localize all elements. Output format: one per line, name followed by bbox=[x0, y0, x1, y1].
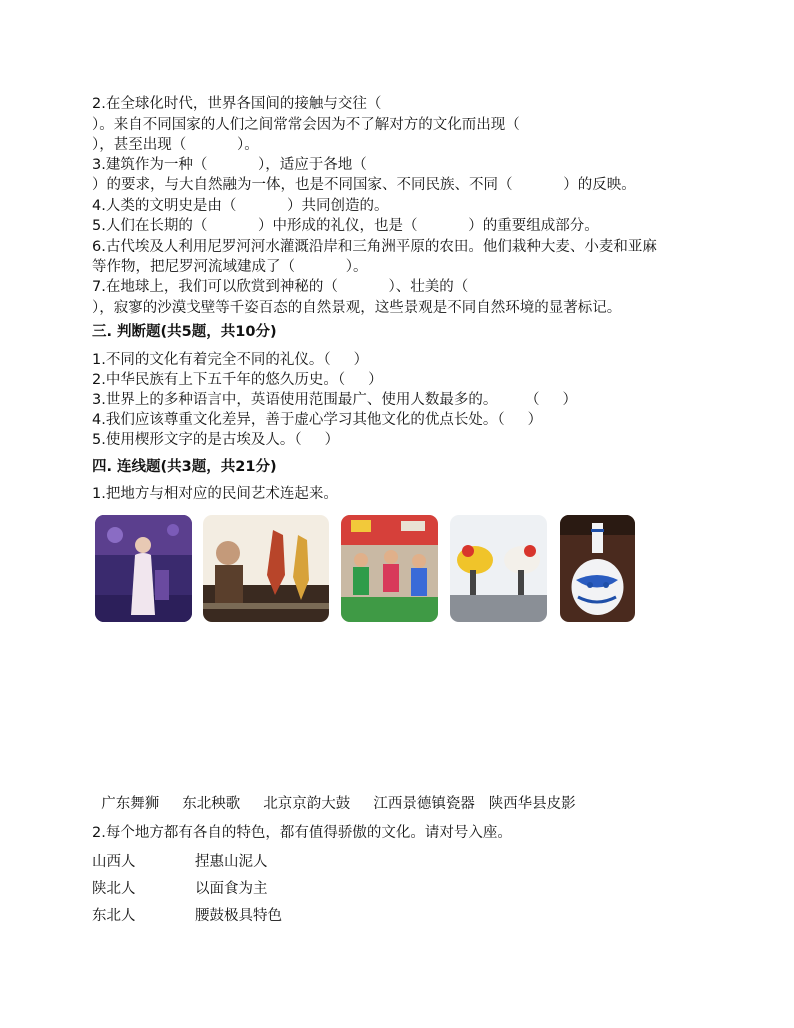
left-item-1: 山西人 bbox=[92, 854, 136, 870]
question-2-line-3: ），甚至出现（ ）。 bbox=[92, 137, 259, 153]
question-4: 4.人类的文明史是由（ ）共同创造的。 bbox=[92, 198, 389, 214]
lion-dance-photo bbox=[450, 515, 547, 622]
places-row bbox=[92, 776, 576, 813]
question-3-line-1: 3.建筑作为一种（ ），适应于各地（ bbox=[92, 157, 367, 173]
right-item-3: 腰鼓极具特色 bbox=[195, 908, 282, 924]
right-item-2: 以面食为主 bbox=[195, 881, 268, 897]
question-2-line-2: ）。来自不同国家的人们之间常常会因为不了解对方的文化而出现（ bbox=[92, 117, 520, 133]
singer-photo bbox=[95, 515, 192, 622]
place-3: 北京京韵大鼓 bbox=[263, 796, 351, 812]
left-item-3: 东北人 bbox=[92, 908, 136, 924]
match-question-1: 1.把地方与相对应的民间艺术连起来。 bbox=[92, 486, 338, 502]
match-question-2: 2.每个地方都有各自的特色，都有值得骄傲的文化。请对号入座。 bbox=[92, 825, 512, 841]
question-7-line-1: 7.在地球上，我们可以欣赏到神秘的（ ）、壮美的（ bbox=[92, 279, 469, 295]
yangge-dance-photo bbox=[341, 515, 438, 622]
judge-item-4: 4.我们应该尊重文化差异，善于虚心学习其他文化的优点长处。（ ） bbox=[92, 412, 543, 428]
question-6-line-2: 等作物，把尼罗河流域建成了（ ）。 bbox=[92, 259, 368, 275]
section-3-heading: 三. 判断题(共5题，共10分) bbox=[92, 324, 277, 340]
place-5: 陕西华县皮影 bbox=[488, 796, 576, 812]
shadow-puppet-photo bbox=[203, 515, 329, 622]
judge-item-2: 2.中华民族有上下五千年的悠久历史。（ ） bbox=[92, 372, 383, 388]
question-7-line-2: ），寂寥的沙漠戈壁等千姿百态的自然景观，这些景观是不同自然环境的显著标记。 bbox=[92, 300, 622, 316]
judge-item-3: 3.世界上的多种语言中，英语使用范围最广、使用人数最多的。 （ ） bbox=[92, 392, 578, 408]
place-1: 广东舞狮 bbox=[101, 796, 160, 812]
porcelain-vase-photo bbox=[560, 515, 635, 622]
place-4: 江西景德镇瓷器 bbox=[373, 796, 475, 812]
judge-item-5: 5.使用楔形文字的是古埃及人。（ ） bbox=[92, 432, 340, 448]
question-3-line-2: ）的要求，与大自然融为一体，也是不同国家、不同民族、不同（ ）的反映。 bbox=[92, 177, 636, 193]
place-2: 东北秧歌 bbox=[182, 796, 241, 812]
judge-item-1: 1.不同的文化有着完全不同的礼仪。（ ） bbox=[92, 352, 369, 368]
question-5: 5.人们在长期的（ ）中形成的礼仪，也是（ ）的重要组成部分。 bbox=[92, 218, 599, 234]
question-2-line-1: 2.在全球化时代，世界各国间的接触与交往（ bbox=[92, 96, 382, 112]
question-6-line-1: 6.古代埃及人利用尼罗河河水灌溉沿岸和三角洲平原的农田。他们栽种大麦、小麦和亚麻 bbox=[92, 239, 657, 255]
left-item-2: 陕北人 bbox=[92, 881, 136, 897]
section-4-heading: 四. 连线题(共3题，共21分) bbox=[92, 459, 277, 475]
right-item-1: 捏惠山泥人 bbox=[195, 854, 268, 870]
